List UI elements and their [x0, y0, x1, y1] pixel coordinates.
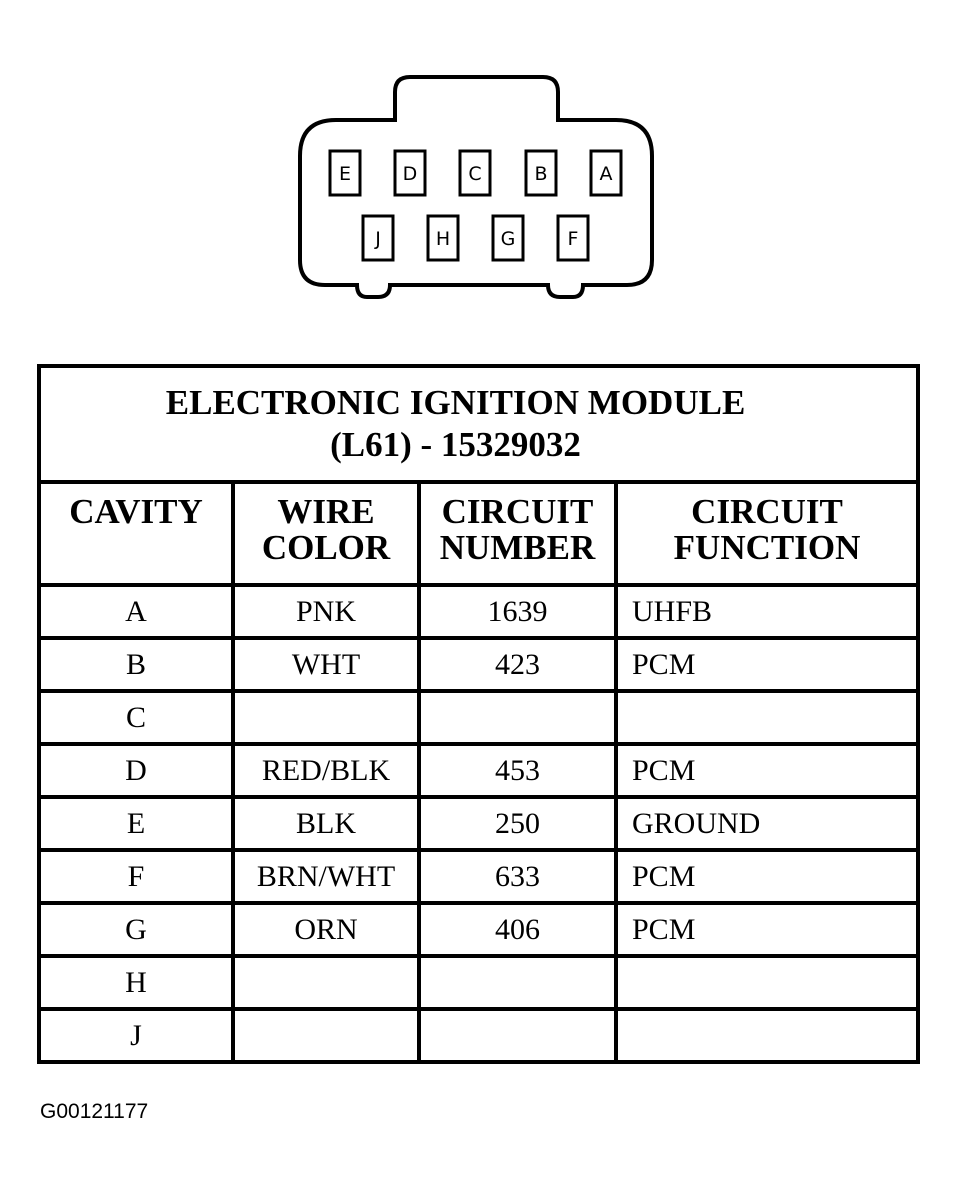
wire-color-cell: [233, 956, 419, 1009]
connector-diagram: [0, 0, 954, 340]
circuit-number-cell: 423: [419, 638, 616, 691]
table-row: [39, 956, 918, 1009]
figure-code: G00121177: [40, 1100, 149, 1123]
cavity-cell: C: [39, 691, 233, 744]
table-row: [39, 797, 918, 850]
circuit-number-cell: [419, 691, 616, 744]
pin-label: B: [534, 163, 548, 185]
circuit-function-cell: PCM: [616, 903, 918, 956]
circuit-number-cell: 633: [419, 850, 616, 903]
header-line: CIRCUIT: [441, 492, 594, 531]
pin-H: [428, 216, 458, 260]
wire-color-cell: BRN/WHT: [233, 850, 419, 903]
table-row: [39, 744, 918, 797]
pin-D: [395, 151, 425, 195]
pin-label: A: [599, 163, 613, 185]
bottom-pin-row: [363, 216, 588, 260]
wire-color-cell: RED/BLK: [233, 744, 419, 797]
pinout-table: [37, 364, 920, 1064]
wire-color-cell: [233, 691, 419, 744]
cavity-cell: B: [39, 638, 233, 691]
cavity-cell: J: [39, 1009, 233, 1062]
cavity-cell: H: [39, 956, 233, 1009]
cavity-cell: E: [39, 797, 233, 850]
pin-C: [460, 151, 490, 195]
cavity-cell: G: [39, 903, 233, 956]
pin-label: F: [567, 228, 579, 250]
circuit-function-cell: PCM: [616, 638, 918, 691]
circuit-function-cell: UHFB: [616, 585, 918, 638]
cavity-cell: F: [39, 850, 233, 903]
pin-label: D: [402, 163, 418, 185]
wire-color-cell: BLK: [233, 797, 419, 850]
pin-label: G: [500, 228, 516, 250]
pin-A: [591, 151, 621, 195]
circuit-function-cell: [616, 1009, 918, 1062]
circuit-number-cell: 453: [419, 744, 616, 797]
connector-outline: [300, 77, 652, 297]
header-cavity: [39, 482, 233, 585]
circuit-number-cell: 406: [419, 903, 616, 956]
table-row: [39, 638, 918, 691]
table-title-line2: (L61) - 15329032: [330, 425, 581, 464]
header-wire-color: [233, 482, 419, 585]
wire-color-cell: PNK: [233, 585, 419, 638]
wire-color-cell: ORN: [233, 903, 419, 956]
top-pin-row: [330, 151, 621, 195]
cavity-cell: D: [39, 744, 233, 797]
header-line: FUNCTION: [673, 528, 861, 567]
circuit-number-cell: 1639: [419, 585, 616, 638]
cavity-cell: A: [39, 585, 233, 638]
pin-G: [493, 216, 523, 260]
circuit-number-cell: [419, 956, 616, 1009]
circuit-function-cell: [616, 691, 918, 744]
table-title-line1: ELECTRONIC IGNITION MODULE: [165, 383, 746, 422]
header-circuit-function: [616, 482, 918, 585]
table-row: [39, 1009, 918, 1062]
pin-label: C: [468, 163, 482, 185]
wire-color-cell: [233, 1009, 419, 1062]
circuit-function-cell: GROUND: [616, 797, 918, 850]
pin-B: [526, 151, 556, 195]
table-row: [39, 903, 918, 956]
circuit-function-cell: PCM: [616, 744, 918, 797]
pin-F: [558, 216, 588, 260]
header-circuit-number: [419, 482, 616, 585]
table-row: [39, 585, 918, 638]
header-line: NUMBER: [439, 528, 596, 567]
pin-J: [363, 216, 393, 260]
circuit-function-cell: [616, 956, 918, 1009]
wire-color-cell: WHT: [233, 638, 419, 691]
table-row: [39, 850, 918, 903]
table-title: [39, 366, 918, 482]
pin-label: J: [375, 228, 381, 250]
header-line: COLOR: [261, 528, 391, 567]
header-line: CIRCUIT: [691, 492, 843, 531]
circuit-function-cell: PCM: [616, 850, 918, 903]
header-line: CAVITY: [69, 492, 203, 531]
table-row: [39, 691, 918, 744]
circuit-number-cell: 250: [419, 797, 616, 850]
table-title-row: [39, 366, 918, 482]
table-header-row: [39, 482, 918, 585]
pin-label: E: [338, 163, 352, 185]
circuit-number-cell: [419, 1009, 616, 1062]
pin-E: [330, 151, 360, 195]
pin-label: H: [435, 228, 451, 250]
header-line: WIRE: [277, 492, 375, 531]
